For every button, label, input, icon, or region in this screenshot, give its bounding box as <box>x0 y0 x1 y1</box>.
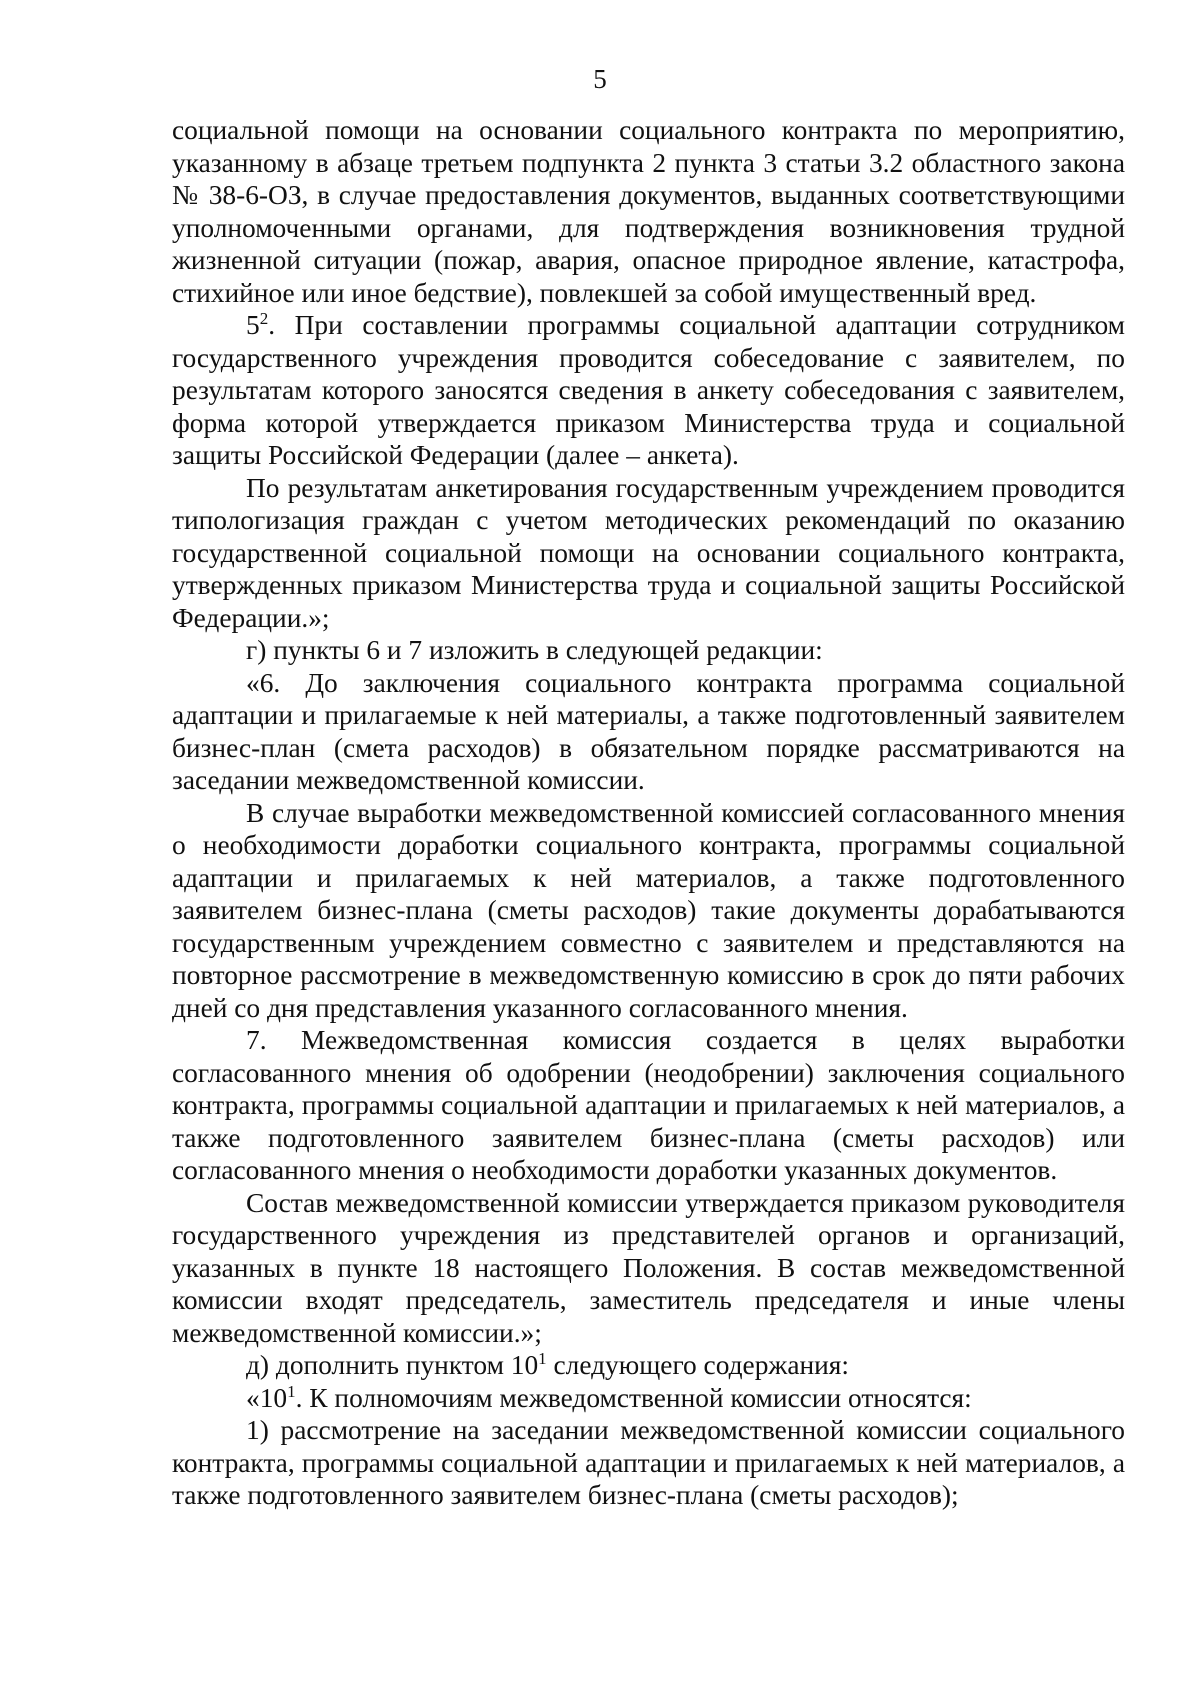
page-number: 5 <box>593 64 607 94</box>
paragraph-text: г) пункты 6 и 7 изложить в следующей редакции: <box>246 635 823 665</box>
document-body <box>172 114 1125 1512</box>
paragraph-prefix: 5 <box>246 310 260 340</box>
paragraph <box>172 667 1125 797</box>
paragraph-text: социальной помощи на основании социального контракта по мероприятию, указанному в абзаце третьем подпункта 2 пункта 3 статьи 3.2 областного закона № 38-6-ОЗ, в случае предоставления документов, выданных соответствующими уполномоченными органами, для подтверждения возникновения трудной жизненной ситуации (пожар, авария, опасное природное явление, катастрофа, стихийное или иное бедствие), повлекшей за собой имущественный вред. <box>172 115 1125 308</box>
paragraph <box>172 472 1125 635</box>
paragraph-text: В случае выработки межведомственной комиссией согласованного мнения о необходимости доработки социального контракта, программы социальной адаптации и прилагаемых к ней материалов, а также подготовленного заявителем бизнес-плана (сметы расходов) такие документы дорабатываются государственным учреждением совместно с заявителем и представляются на повторное рассмотрение в межведомственную комиссию в срок до пяти рабочих дней со дня представления указанного согласованного мнения. <box>172 797 1125 1023</box>
paragraph-text: . К полномочиям межведомственной комиссии относятся: <box>295 1382 972 1413</box>
paragraph <box>172 797 1125 1025</box>
paragraph <box>172 634 1125 667</box>
paragraph-text: «6. До заключения социального контракта программа социальной адаптации и прилагаемые к ней материалы, а также подготовленный заявителем бизнес-план (смета расходов) в обязательном порядке рассматриваются на заседании межведомственной комиссии. <box>172 667 1125 795</box>
paragraph-text: По результатам анкетирования государственным учреждением проводится типологизация граждан с учетом методических рекомендаций по оказанию государственной социальной помощи на основании социального контракта, утвержденных приказом Министерства труда и социальной защиты Российской Федерации.»; <box>172 472 1125 633</box>
paragraph-prefix: «10 <box>246 1382 288 1413</box>
paragraph <box>172 114 1125 309</box>
paragraph <box>172 1024 1125 1187</box>
superscript-index: 2 <box>259 309 269 328</box>
paragraph <box>172 309 1125 472</box>
paragraph <box>172 1187 1125 1350</box>
superscript-index: 1 <box>538 1349 547 1368</box>
paragraph <box>172 1382 1125 1415</box>
paragraph <box>172 1349 1125 1382</box>
paragraph-text: Состав межведомственной комиссии утверждается приказом руководителя государственного учреждения из представителей органов и организаций, указанных в пункте 18 настоящего Положения. В состав межведомственной комиссии входят председатель, заместитель председателя и иные члены межведомственной комиссии.»; <box>172 1187 1125 1348</box>
paragraph-text: 7. Межведомственная комиссия создается в целях выработки согласованного мнения об одобрении (неодобрении) заключения социального контракта, программы социальной адаптации и прилагаемых к ней материалов, а также подготовленного заявителем бизнес-плана (сметы расходов) или согласованного мнения о необходимости доработки указанных документов. <box>172 1025 1125 1185</box>
paragraph-prefix: д) дополнить пунктом 10 <box>246 1350 539 1380</box>
paragraph-text: . При составлении программы социальной адаптации сотрудником государственного учреждения проводится собеседование с заявителем, по результатам которого заносятся сведения в анкету собеседования с заявителем, форма которой утверждается приказом Министерства труда и социальной защиты Российской Федерации (далее – анкета). <box>172 310 1125 470</box>
paragraph-text: 1) рассмотрение на заседании межведомственной комиссии социального контракта, программы социальной адаптации и прилагаемых к ней материалов, а также подготовленного заявителем бизнес-плана (сметы расходов); <box>172 1415 1125 1510</box>
superscript-index: 1 <box>287 1381 296 1401</box>
paragraph <box>172 1414 1125 1512</box>
paragraph-text: следующего содержания: <box>546 1350 850 1380</box>
